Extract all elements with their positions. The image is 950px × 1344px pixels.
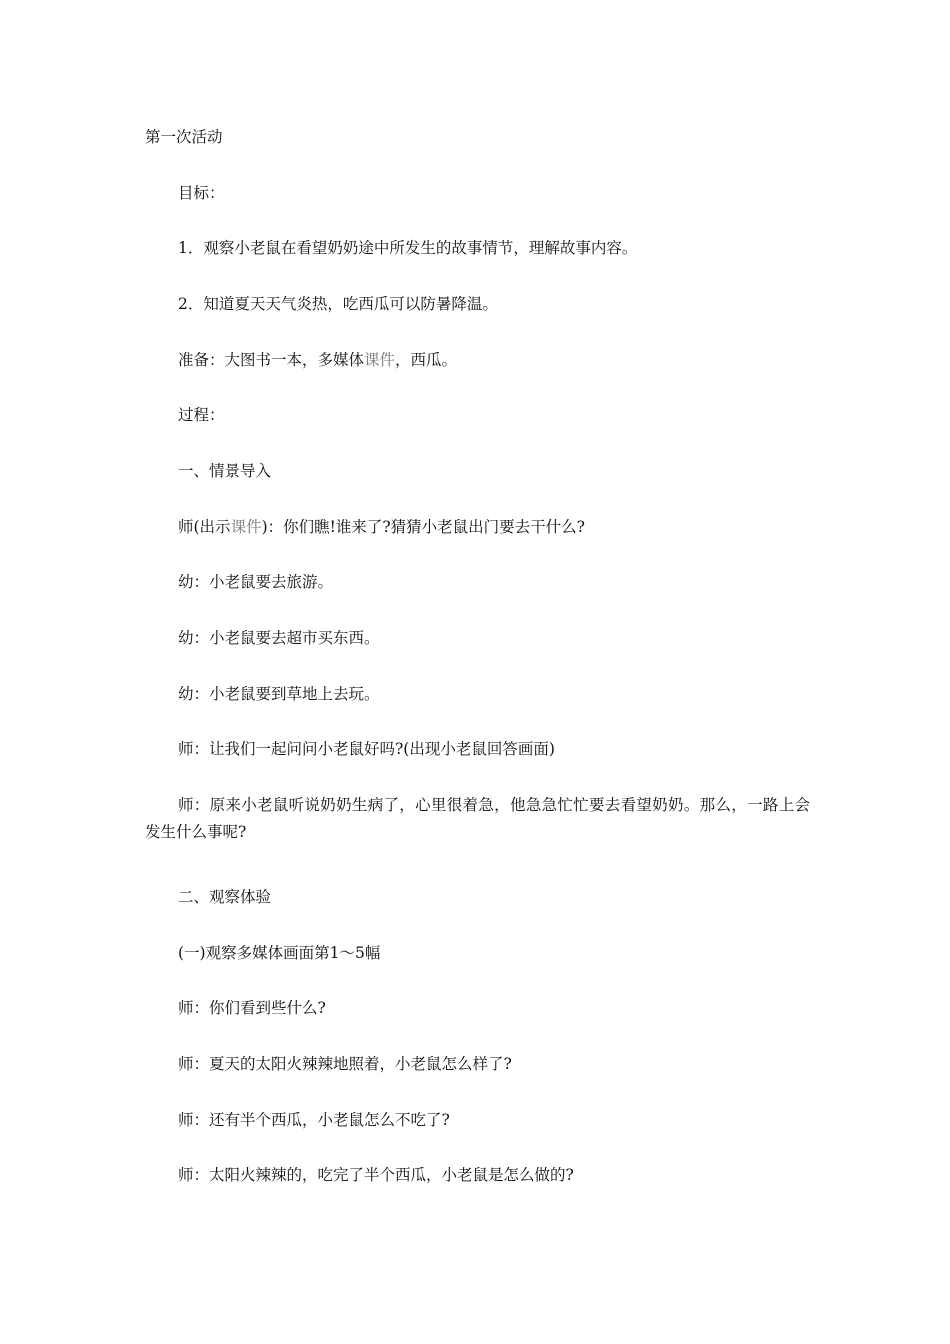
process-label: 过程： bbox=[178, 406, 225, 424]
child-line-1: 幼：小老鼠要去旅游。 bbox=[178, 573, 334, 591]
preparation-text-before: 准备：大图书一本，多媒体 bbox=[178, 351, 365, 369]
subsection-heading-1: (一)观察多媒体画面第1～5幅 bbox=[178, 944, 381, 962]
teacher-line-1-before: 师(出示 bbox=[178, 518, 231, 536]
teacher-line-6: 师：还有半个西瓜，小老鼠怎么不吃了? bbox=[178, 1111, 450, 1129]
preparation-text-after: ，西瓜。 bbox=[395, 351, 458, 369]
courseware-link[interactable]: 课件 bbox=[364, 351, 396, 369]
teacher-line-3: 师：原来小老鼠听说奶奶生病了，心里很着急，他急急忙忙要去看望奶奶。那么，一路上会发生什么事呢? bbox=[145, 796, 810, 841]
goal-item-1: 1．观察小老鼠在看望奶奶途中所发生的故事情节，理解故事内容。 bbox=[178, 239, 638, 257]
document-heading: 第一次活动 bbox=[145, 128, 223, 146]
section-heading-1: 一、情景导入 bbox=[178, 462, 272, 480]
preparation-line bbox=[178, 349, 457, 371]
courseware-link-2[interactable]: 课件 bbox=[230, 518, 262, 536]
teacher-line-5: 师：夏天的太阳火辣辣地照着，小老鼠怎么样了? bbox=[178, 1055, 512, 1073]
teacher-line-1-after: )：你们瞧!谁来了?猜猜小老鼠出门要去干什么? bbox=[261, 518, 585, 536]
teacher-line-1 bbox=[178, 516, 585, 538]
teacher-line-4: 师：你们看到些什么? bbox=[178, 999, 326, 1017]
child-line-2: 幼：小老鼠要去超市买东西。 bbox=[178, 629, 380, 647]
teacher-line-7: 师：太阳火辣辣的，吃完了半个西瓜，小老鼠是怎么做的? bbox=[178, 1166, 574, 1184]
goal-label: 目标： bbox=[178, 184, 225, 202]
child-line-3: 幼：小老鼠要到草地上去玩。 bbox=[178, 685, 380, 703]
section-heading-2: 二、观察体验 bbox=[178, 888, 272, 906]
goal-item-2: 2．知道夏天天气炎热，吃西瓜可以防暑降温。 bbox=[178, 295, 498, 313]
teacher-line-2: 师：让我们一起问问小老鼠好吗?(出现小老鼠回答画面) bbox=[178, 740, 555, 758]
